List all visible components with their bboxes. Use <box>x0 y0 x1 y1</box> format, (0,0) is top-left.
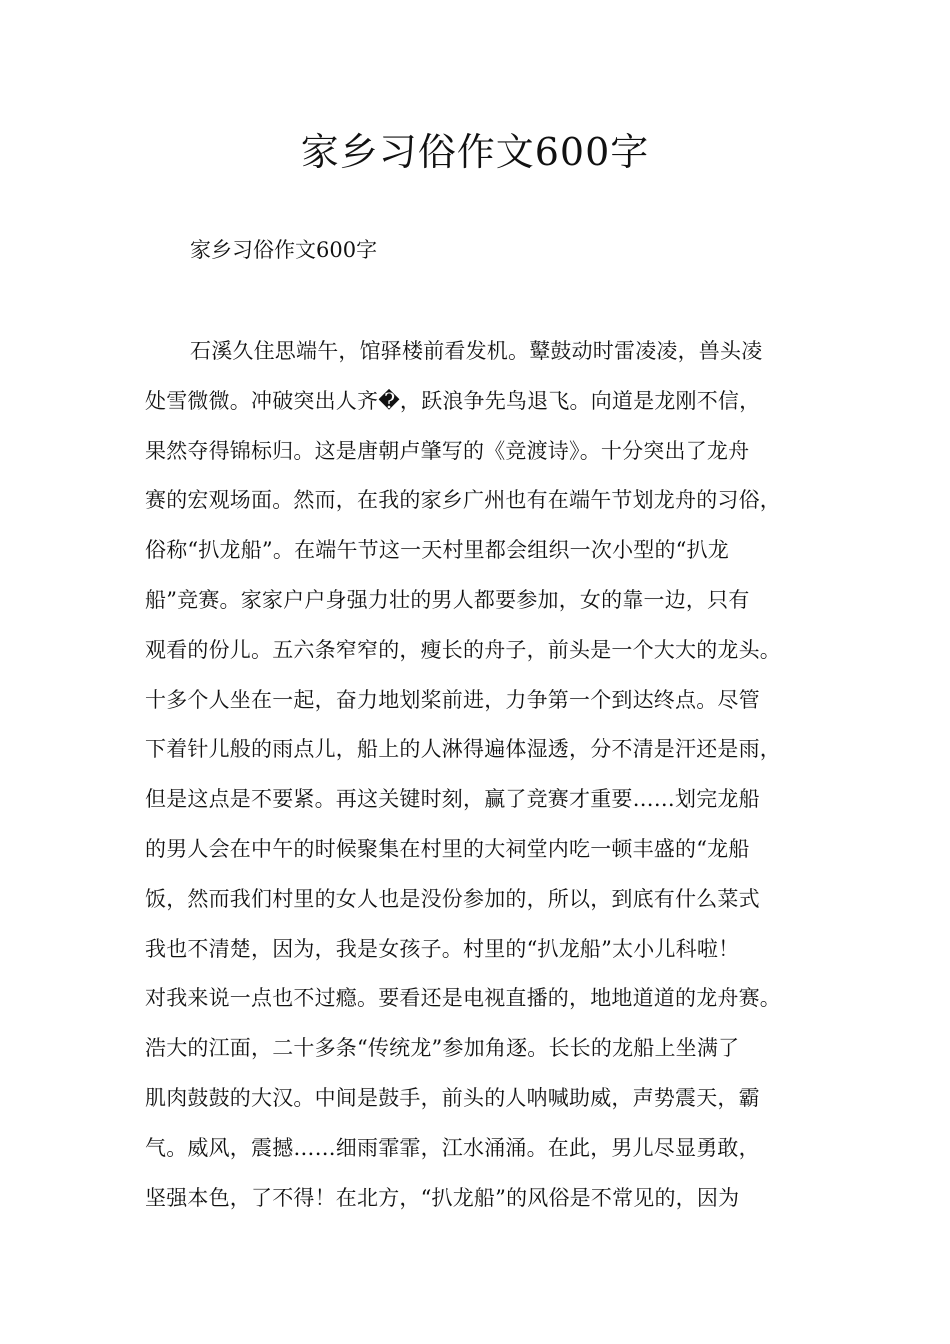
text-line: 船”竞赛。家家户户身强力壮的男人都要参加，女的靠一边，只有 <box>145 587 750 612</box>
text-line: 观看的份儿。五六条窄窄的，瘦长的舟子，前头是一个大大的龙头。 <box>145 637 781 662</box>
body-paragraph <box>145 335 845 1231</box>
text-line: 赛的宏观场面。然而，在我的家乡广州也有在端午节划龙舟的习俗， <box>145 488 781 513</box>
text-line: 下着针儿般的雨点儿，船上的人淋得遍体湿透，分不清是汗还是雨， <box>145 737 781 762</box>
text-line: 的男人会在中午的时候聚集在村里的大祠堂内吃一顿丰盛的“龙船 <box>145 836 750 861</box>
text-line: 果然夺得锦标归。这是唐朝卢肇写的《竞渡诗》。十分突出了龙舟 <box>145 438 750 463</box>
text-line: 对我来说一点也不过瘾。要看还是电视直播的，地地道道的龙舟赛。 <box>145 986 781 1011</box>
text-line: 俗称“扒龙船”。在端午节这一天村里都会组织一次小型的“扒龙 <box>145 538 730 563</box>
document-title: 家乡习俗作文600字 <box>300 130 650 174</box>
text-line: 坚强本色，了不得！在北方，“扒龙船”的风俗是不常见的，因为 <box>145 1185 740 1210</box>
text-line: 但是这点是不要紧。再这关键时刻，赢了竞赛才重要……划完龙船 <box>145 787 760 812</box>
text-line: 肌肉鼓鼓的大汉。中间是鼓手，前头的人呐喊助威，声势震天，霸 <box>145 1085 760 1110</box>
text-line: 饭，然而我们村里的女人也是没份参加的，所以，到底有什么菜式 <box>145 886 760 911</box>
text-line: 浩大的江面，二十多条“传统龙”参加角逐。长长的龙船上坐满了 <box>145 1036 740 1061</box>
text-line: 处雪微微。冲破突出人齐�，跃浪争先鸟退飞。向道是龙刚不信， <box>145 388 761 413</box>
text-line: 我也不清楚，因为，我是女孩子。村里的“扒龙船”太小儿科啦！ <box>145 936 740 961</box>
text-line: 气。威风，震撼……细雨霏霏，江水涌涌。在此，男儿尽显勇敢， <box>145 1135 760 1160</box>
document-subtitle: 家乡习俗作文600字 <box>190 238 378 262</box>
text-line: 十多个人坐在一起，奋力地划桨前进，力争第一个到达终点。尽管 <box>145 687 760 712</box>
text-line: 石溪久住思端午，馆驿楼前看发机。鼙鼓动时雷凌凌，兽头凌 <box>190 339 763 363</box>
